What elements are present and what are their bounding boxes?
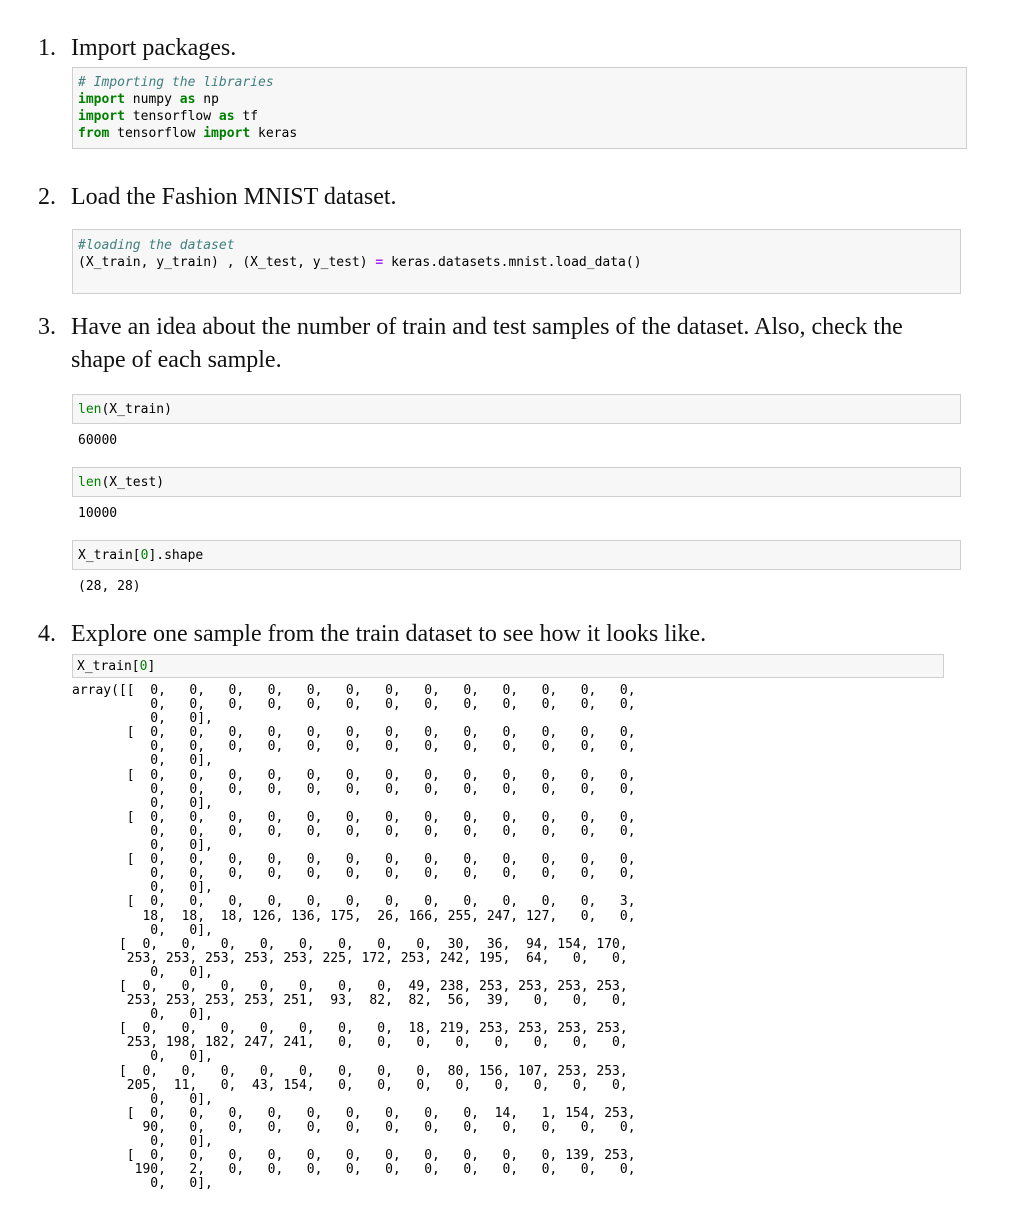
function-name: len <box>78 402 102 417</box>
array-output <box>72 684 948 1192</box>
array-output-line: [ 0, 0, 0, 0, 0, 0, 0, 0, 0, 0, 0, 0, 3, <box>72 894 636 910</box>
cell-output-len-test: 10000 <box>78 506 118 521</box>
array-output-line: 0, 0, 0, 0, 0, 0, 0, 0, 0, 0, 0, 0, 0, <box>72 697 636 713</box>
array-output-line: 0, 0, 0, 0, 0, 0, 0, 0, 0, 0, 0, 0, 0, <box>72 781 636 797</box>
array-output-line: [ 0, 0, 0, 0, 0, 0, 0, 49, 238, 253, 253, 253, 253, <box>72 978 628 994</box>
array-output-line: 0, 0], <box>72 838 213 854</box>
array-output-line: 253, 253, 253, 253, 253, 225, 172, 253, 242, 195, 64, 0, 0, <box>72 950 628 966</box>
code-text: (X_test) <box>101 475 165 490</box>
array-output-line: 0, 0], <box>72 753 213 769</box>
keyword: from <box>78 126 110 141</box>
section-title: shape of each sample. <box>71 347 282 373</box>
function-name: len <box>78 475 102 490</box>
array-output-line: 0, 0, 0, 0, 0, 0, 0, 0, 0, 0, 0, 0, 0, <box>72 823 636 839</box>
array-output-line: 0, 0, 0, 0, 0, 0, 0, 0, 0, 0, 0, 0, 0, <box>72 739 636 755</box>
array-output-line: [ 0, 0, 0, 0, 0, 0, 0, 0, 0, 0, 0, 0, 0, <box>72 852 636 868</box>
number-literal: 0 <box>139 659 148 674</box>
section-4-heading <box>38 618 706 651</box>
array-output-line: 0, 0], <box>72 922 213 938</box>
code-text: ].shape <box>148 548 204 563</box>
alias-name: np <box>195 92 219 107</box>
code-comment: #loading the dataset <box>78 238 235 253</box>
array-output-line: 190, 2, 0, 0, 0, 0, 0, 0, 0, 0, 0, 0, 0, <box>72 1162 636 1178</box>
code-cell-imports[interactable] <box>72 67 967 149</box>
keyword: as <box>179 92 196 107</box>
array-output-line: [ 0, 0, 0, 0, 0, 0, 0, 0, 0, 0, 0, 0, 0, <box>72 809 636 825</box>
array-output-line: [ 0, 0, 0, 0, 0, 0, 0, 0, 0, 0, 0, 0, 0, <box>72 767 636 783</box>
section-3-heading-cont <box>71 344 282 377</box>
array-output-line: 0, 0], <box>72 1134 213 1149</box>
array-output-line: 0, 0], <box>72 1176 213 1192</box>
code-cell-sample[interactable] <box>72 654 944 678</box>
array-output-line: 0, 0], <box>72 964 213 980</box>
array-output-line: 0, 0], <box>72 795 213 811</box>
array-output-line: [ 0, 0, 0, 0, 0, 0, 0, 0, 0, 14, 1, 154, 253, <box>72 1105 636 1121</box>
array-output-line: 253, 198, 182, 247, 241, 0, 0, 0, 0, 0, 0, 0, 0, <box>72 1035 628 1051</box>
array-output-line: 0, 0, 0, 0, 0, 0, 0, 0, 0, 0, 0, 0, 0, <box>72 866 636 882</box>
section-title: Explore one sample from the train dataset to see how it looks like. <box>71 621 707 647</box>
code-cell-shape[interactable] <box>72 540 961 570</box>
module-name: numpy <box>124 92 180 107</box>
keyword: as <box>218 109 235 124</box>
module-name: keras <box>250 126 298 141</box>
array-output-line: array([[ 0, 0, 0, 0, 0, 0, 0, 0, 0, 0, 0, 0, 0, <box>72 684 636 698</box>
section-number: 1. <box>38 35 56 61</box>
cell-output-shape: (28, 28) <box>78 579 141 594</box>
operator: = <box>375 255 384 270</box>
code-text: ] <box>147 659 156 674</box>
array-output-line: [ 0, 0, 0, 0, 0, 0, 0, 0, 30, 36, 94, 154, 170, <box>72 936 628 952</box>
section-1-heading <box>38 32 236 65</box>
section-2-heading <box>38 181 397 214</box>
code-text: (X_train) <box>101 402 172 417</box>
array-output-line: 253, 253, 253, 253, 251, 93, 82, 82, 56, 39, 0, 0, 0, <box>72 993 628 1009</box>
keyword: import <box>203 126 251 141</box>
code-text: X_train[ <box>77 659 140 674</box>
code-cell-load-data[interactable] <box>72 229 961 294</box>
module-name: tensorflow <box>109 126 204 141</box>
array-output-line: 0, 0], <box>72 1091 213 1107</box>
array-output-line: 18, 18, 18, 126, 136, 175, 26, 166, 255, 247, 127, 0, 0, <box>72 908 636 924</box>
code-comment: # Importing the libraries <box>78 75 274 90</box>
array-output-line: 0, 0], <box>72 1007 213 1023</box>
array-output-line: 90, 0, 0, 0, 0, 0, 0, 0, 0, 0, 0, 0, 0, <box>72 1119 636 1135</box>
module-name: tensorflow <box>124 109 219 124</box>
code-text: (X_train, y_train) , (X_test, y_test) <box>78 255 376 270</box>
code-cell-len-test[interactable] <box>72 467 961 497</box>
array-output-line: 0, 0], <box>72 1049 213 1065</box>
section-title: Import packages. <box>71 35 237 61</box>
array-output-line: [ 0, 0, 0, 0, 0, 0, 0, 18, 219, 253, 253, 253, 253, <box>72 1021 628 1037</box>
array-output-line: 0, 0], <box>72 711 213 727</box>
code-text: keras.datasets.mnist.load_data() <box>383 255 642 270</box>
section-title: Load the Fashion MNIST dataset. <box>71 184 397 210</box>
section-number: 4. <box>38 621 56 647</box>
section-title: Have an idea about the number of train and test samples of the dataset. Also, check the <box>71 314 903 340</box>
keyword: import <box>78 92 125 107</box>
section-number: 2. <box>38 184 56 210</box>
section-number: 3. <box>38 314 56 340</box>
code-text: X_train[ <box>78 548 141 563</box>
array-output-line: [ 0, 0, 0, 0, 0, 0, 0, 0, 80, 156, 107, 253, 253, <box>72 1063 628 1079</box>
keyword: import <box>78 109 125 124</box>
cell-output-len-train: 60000 <box>78 433 118 448</box>
number-literal: 0 <box>140 548 149 563</box>
array-output-line: [ 0, 0, 0, 0, 0, 0, 0, 0, 0, 0, 0, 139, 253, <box>72 1148 636 1164</box>
section-3-heading <box>38 311 903 344</box>
array-output-line: 205, 11, 0, 43, 154, 0, 0, 0, 0, 0, 0, 0, 0, <box>72 1077 628 1093</box>
alias-name: tf <box>234 109 259 124</box>
array-output-line: [ 0, 0, 0, 0, 0, 0, 0, 0, 0, 0, 0, 0, 0, <box>72 725 636 741</box>
code-cell-len-train[interactable] <box>72 394 961 424</box>
array-output-line: 0, 0], <box>72 880 213 896</box>
